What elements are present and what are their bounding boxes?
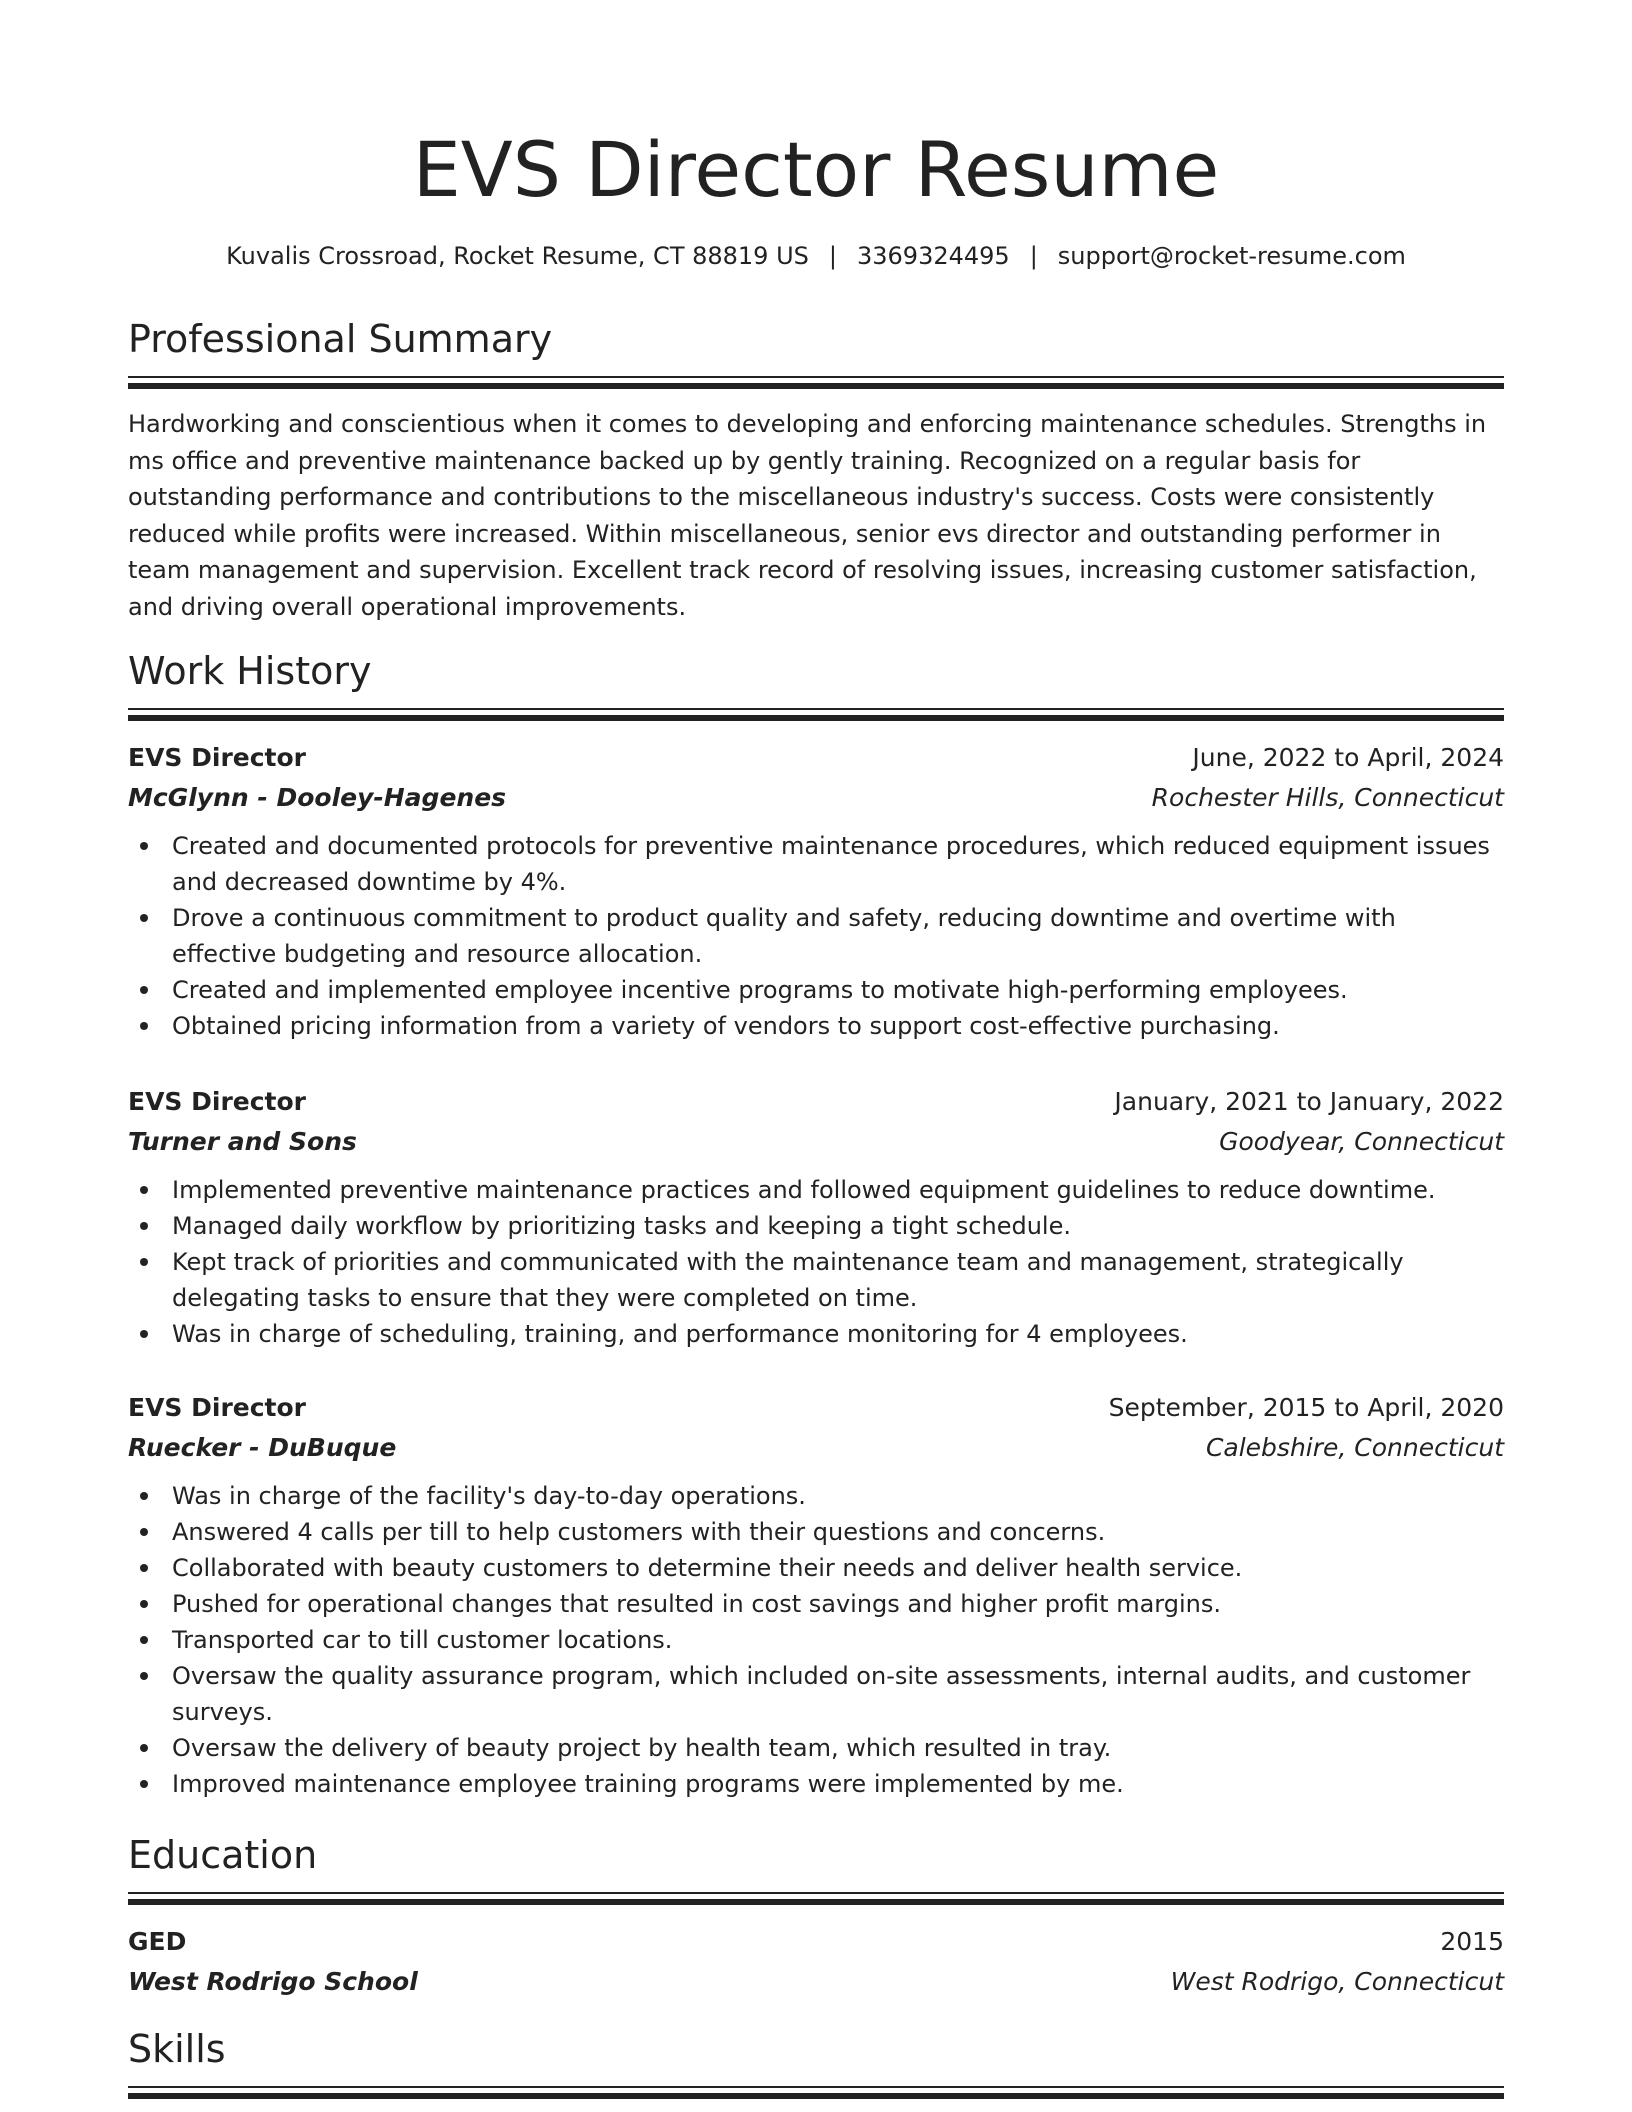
job-location: Rochester Hills, Connecticut [1151,783,1504,812]
list-item: Managed daily workflow by prioritizing tasks and keeping a tight schedule. [172,1208,1504,1244]
section-divider [128,708,1504,724]
list-item: Drove a continuous commitment to product quality and safety, reducing downtime and overtime with effective budgeting and resource allocation. [172,900,1504,972]
work-history-section [128,646,1504,724]
job-title: EVS Director [128,1393,307,1422]
job-title: EVS Director [128,743,307,772]
list-item: Obtained pricing information from a variety of vendors to support cost-effective purchasing. [172,1008,1504,1044]
job-dates: June, 2022 to April, 2024 [1192,743,1504,772]
list-item: Pushed for operational changes that resulted in cost savings and higher profit margins. [172,1586,1504,1622]
job-bullet-list [128,828,1504,1044]
job-entry [128,738,1504,1044]
job-dates: January, 2021 to January, 2022 [1114,1087,1504,1116]
section-heading-skills: Skills [128,2027,226,2071]
job-title: EVS Director [128,1087,307,1116]
section-divider [128,376,1504,392]
section-heading-education: Education [128,1833,318,1877]
list-item: Created and implemented employee incentive programs to motivate high-performing employees. [172,972,1504,1008]
education-entry [128,1922,1504,2002]
contact-address: Kuvalis Crossroad, Rocket Resume, CT 88819 US [226,242,809,270]
job-location: Calebshire, Connecticut [1205,1433,1504,1462]
contact-separator: | [1029,242,1038,270]
job-company: Turner and Sons [128,1127,357,1156]
education-section [128,1830,1504,1908]
job-entry [128,1388,1504,1802]
job-entry [128,1082,1504,1352]
list-item: Kept track of priorities and communicated with the maintenance team and management, strategically delegating tasks to ensure that they were completed on time. [172,1244,1504,1316]
skills-section [128,2024,1504,2102]
contact-email: support@rocket-resume.com [1057,242,1406,270]
job-company: Ruecker - DuBuque [128,1433,397,1462]
list-item: Created and documented protocols for preventive maintenance procedures, which reduced equipment issues and decreased downtime by 4%. [172,828,1504,900]
job-bullet-list [128,1172,1504,1352]
list-item: Was in charge of the facility's day-to-day operations. [172,1478,1504,1514]
contact-separator: | [828,242,837,270]
summary-section [128,314,1504,625]
education-location: West Rodrigo, Connecticut [1170,1967,1504,1996]
list-item: Oversaw the delivery of beauty project by health team, which resulted in tray. [172,1730,1504,1766]
list-item: Answered 4 calls per till to help customers with their questions and concerns. [172,1514,1504,1550]
list-item: Implemented preventive maintenance practices and followed equipment guidelines to reduce downtime. [172,1172,1504,1208]
section-heading-work-history: Work History [128,649,372,693]
contact-phone: 3369324495 [856,242,1010,270]
list-item: Was in charge of scheduling, training, and performance monitoring for 4 employees. [172,1316,1504,1352]
job-bullet-list [128,1478,1504,1802]
list-item: Improved maintenance employee training programs were implemented by me. [172,1766,1504,1802]
job-company: McGlynn - Dooley-Hagenes [128,783,507,812]
section-heading-summary: Professional Summary [128,317,553,361]
education-school: West Rodrigo School [128,1967,418,1996]
resume-title: EVS Director Resume [412,125,1220,214]
list-item: Oversaw the quality assurance program, which included on-site assessments, internal audits, and customer surveys. [172,1658,1504,1730]
section-divider [128,2086,1504,2102]
education-degree: GED [128,1927,187,1956]
list-item: Collaborated with beauty customers to determine their needs and deliver health service. [172,1550,1504,1586]
summary-text: Hardworking and conscientious when it comes to developing and enforcing maintenance schedules. Strengths in ms office and preventive maintenance backed up by gently training. Recognized on a regular basis for outstanding performance and contributions to the miscellaneous industry's success. Costs were consistently reduced while profits were increased. Within miscellaneous, senior evs director and outstanding performer in team management and supervision. Excellent track record of resolving issues, increasing customer satisfaction, and driving overall operational improvements. [128,410,1487,621]
contact-line [128,238,1504,274]
education-year: 2015 [1440,1927,1504,1956]
list-item: Transported car to till customer locations. [172,1622,1504,1658]
section-divider [128,1892,1504,1908]
job-location: Goodyear, Connecticut [1219,1127,1504,1156]
job-dates: September, 2015 to April, 2020 [1108,1393,1504,1422]
